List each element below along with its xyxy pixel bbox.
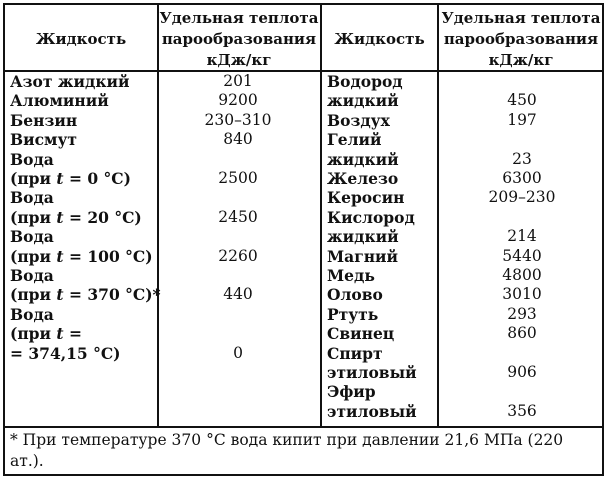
- right-value: 209–230: [488, 188, 556, 207]
- left-value: 2260: [218, 246, 258, 265]
- left-value: 0: [233, 343, 243, 362]
- right-value: 3010: [502, 285, 542, 304]
- right-name-line: Ртуть: [327, 304, 379, 324]
- right-value: 214: [507, 227, 537, 246]
- right-value: 906: [507, 363, 537, 381]
- right-value: 356: [507, 401, 537, 420]
- left-name-line: (при t = 100 °C): [10, 246, 153, 266]
- left-name-line: Вода: [10, 188, 54, 208]
- right-name-line: Эфир: [327, 382, 376, 402]
- header-heat-left: Удельная теплота парообразования кДж/кг: [159, 9, 319, 69]
- right-name-line: Железо: [327, 169, 399, 188]
- left-value: 840: [223, 130, 253, 149]
- right-value: 5440: [502, 246, 542, 265]
- left-name-line: Вода: [10, 149, 54, 169]
- right-name-line: Свинец: [327, 324, 395, 344]
- right-name-line: жидкий: [327, 91, 399, 111]
- right-value: 4800: [502, 266, 542, 284]
- left-name-line: Вода: [10, 227, 54, 247]
- left-name-line: Бензин: [10, 110, 78, 130]
- right-name-line: жидкий: [327, 227, 399, 247]
- right-name-line: этиловый: [327, 401, 417, 421]
- right-value: 293: [507, 304, 537, 323]
- right-value: 23: [512, 149, 532, 168]
- left-value: 2500: [218, 169, 258, 187]
- left-name-line: Вода: [10, 304, 54, 324]
- left-name-line: Висмут: [10, 130, 78, 150]
- right-name-line: Гелий: [327, 130, 382, 150]
- header-liquid-right: Жидкость: [334, 30, 425, 48]
- right-name-line: этиловый: [327, 363, 417, 382]
- right-value: 450: [507, 91, 537, 110]
- left-name-line: (при t = 20 °C): [10, 207, 142, 227]
- left-name-line: (при t =: [10, 324, 82, 344]
- right-name-line: Медь: [327, 266, 375, 285]
- right-value: 860: [507, 324, 537, 343]
- right-name-line: Магний: [327, 246, 399, 266]
- left-value: 2450: [218, 207, 258, 226]
- left-name-line: (при t = 370 °C)*: [10, 285, 161, 305]
- right-value: 197: [507, 110, 537, 129]
- right-value: 6300: [502, 169, 542, 187]
- left-value: 230–310: [204, 110, 272, 129]
- footnote-divider: [4, 426, 604, 428]
- right-name-line: жидкий: [327, 149, 399, 169]
- left-name-line: Алюминий: [10, 91, 109, 111]
- left-value: 440: [223, 285, 253, 304]
- footnote: * При температуре 370 °C вода кипит при давлении 21,6 МПа (220 ат.).: [10, 431, 564, 470]
- right-name-line: Кислород: [327, 207, 415, 227]
- header-heat-right: Удельная теплота парообразования кДж/кг: [441, 9, 601, 69]
- left-value: 9200: [218, 91, 258, 110]
- left-name-line: = 374,15 °C): [10, 343, 121, 363]
- right-name-line: Керосин: [327, 188, 405, 208]
- right-name-line: Воздух: [327, 110, 390, 130]
- right-name-line: Спирт: [327, 343, 383, 363]
- left-name-line: (при t = 0 °C): [10, 169, 131, 188]
- left-name-line: Вода: [10, 266, 54, 285]
- right-name-line: Водород: [327, 72, 403, 91]
- header-liquid-left: Жидкость: [35, 30, 127, 48]
- col-divider: [320, 4, 322, 426]
- left-name-line: Азот жидкий: [10, 72, 130, 91]
- right-name-line: Олово: [327, 285, 383, 305]
- left-value: 201: [223, 72, 253, 90]
